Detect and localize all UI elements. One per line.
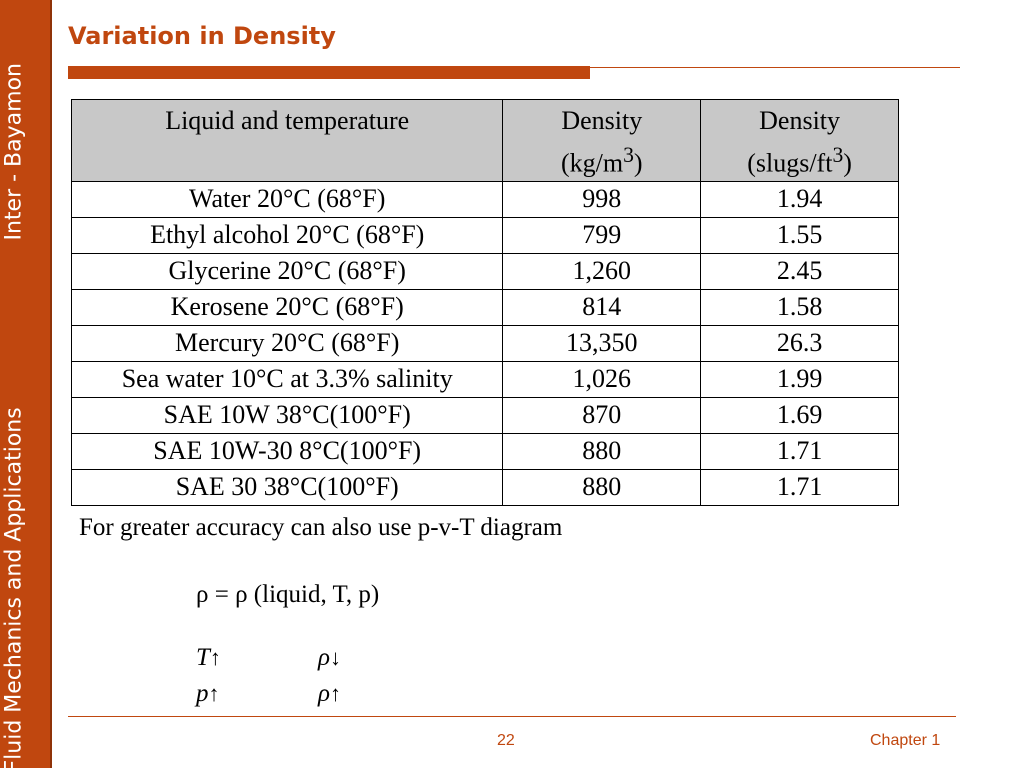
density-si-cell: 814 [503,289,701,325]
rho-symbol: ρ [318,680,330,707]
density-table [71,99,899,506]
header-density-si-label: Density [561,106,643,135]
density-si-cell: 1,260 [503,253,701,289]
density-si-cell: 13,350 [503,325,701,361]
arrow-up-icon: ↑ [330,681,341,706]
density-us-cell: 1.71 [701,469,899,505]
liquid-cell: SAE 30 38°C(100°F) [72,469,503,505]
chapter-label: Chapter 1 [870,732,941,749]
table-row [72,433,899,469]
footer-rule [68,716,956,717]
sidebar-band [0,0,52,773]
density-increase-relation [318,680,341,708]
title-accent-bar [68,66,590,79]
arrow-up-icon: ↑ [209,645,221,670]
density-us-cell: 2.45 [701,253,899,289]
liquid-cell: Mercury 20°C (68°F) [72,325,503,361]
density-decrease-relation [318,644,341,672]
density-us-cell: 1.71 [701,433,899,469]
density-si-cell: 998 [503,181,701,217]
table-row [72,181,899,217]
arrow-down-icon: ↓ [330,645,341,670]
density-si-cell: 870 [503,397,701,433]
table-row [72,361,899,397]
temperature-relation [196,644,221,672]
density-si-cell: 1,026 [503,361,701,397]
liquid-cell: SAE 10W-30 8°C(100°F) [72,433,503,469]
density-function: ρ = ρ (liquid, T, p) [196,581,380,608]
slide-title: Variation in Density [68,22,336,50]
table-row [72,253,899,289]
header-density-us: Density $(slugs/ft^3)$ [701,100,899,182]
table-row [72,289,899,325]
density-us-cell: 1.99 [701,361,899,397]
table-row [72,397,899,433]
liquid-cell: Sea water 10°C at 3.3% salinity [72,361,503,397]
density-si-cell: 880 [503,433,701,469]
table-row [72,217,899,253]
density-si-cell: 799 [503,217,701,253]
liquid-cell: Water 20°C (68°F) [72,181,503,217]
pressure-relation [196,680,220,708]
rho-symbol: ρ [318,644,330,671]
header-liquid: Liquid and temperature [72,100,503,182]
accuracy-note: For greater accuracy can also use p-v-T diagram [79,514,563,541]
pressure-symbol: p [196,680,209,707]
temperature-symbol: T [196,644,210,671]
header-density-si: Density $(kg/m^3)$ [503,100,701,182]
liquid-cell: Ethyl alcohol 20°C (68°F) [72,217,503,253]
liquid-cell: Glycerine 20°C (68°F) [72,253,503,289]
liquid-cell: Kerosene 20°C (68°F) [72,289,503,325]
table-row [72,469,899,505]
density-us-cell: 1.55 [701,217,899,253]
liquid-cell: SAE 10W 38°C(100°F) [72,397,503,433]
density-us-cell: 26.3 [701,325,899,361]
density-us-cell: 1.94 [701,181,899,217]
density-si-cell: 880 [503,469,701,505]
arrow-up-icon: ↑ [208,681,220,706]
institution-name: Inter - Bayamon [1,63,27,241]
density-us-cell: 1.69 [701,397,899,433]
page-number: 22 [497,732,515,749]
table-header-row [72,100,899,182]
header-density-us-unit: (slugs/ft [747,148,833,178]
header-density-si-unit: (kg/m [560,148,624,178]
header-density-us-label: Density [759,106,841,135]
density-us-cell: 1.58 [701,289,899,325]
table-row [72,325,899,361]
course-title: Fluid Mechanics and Applications [1,407,27,773]
